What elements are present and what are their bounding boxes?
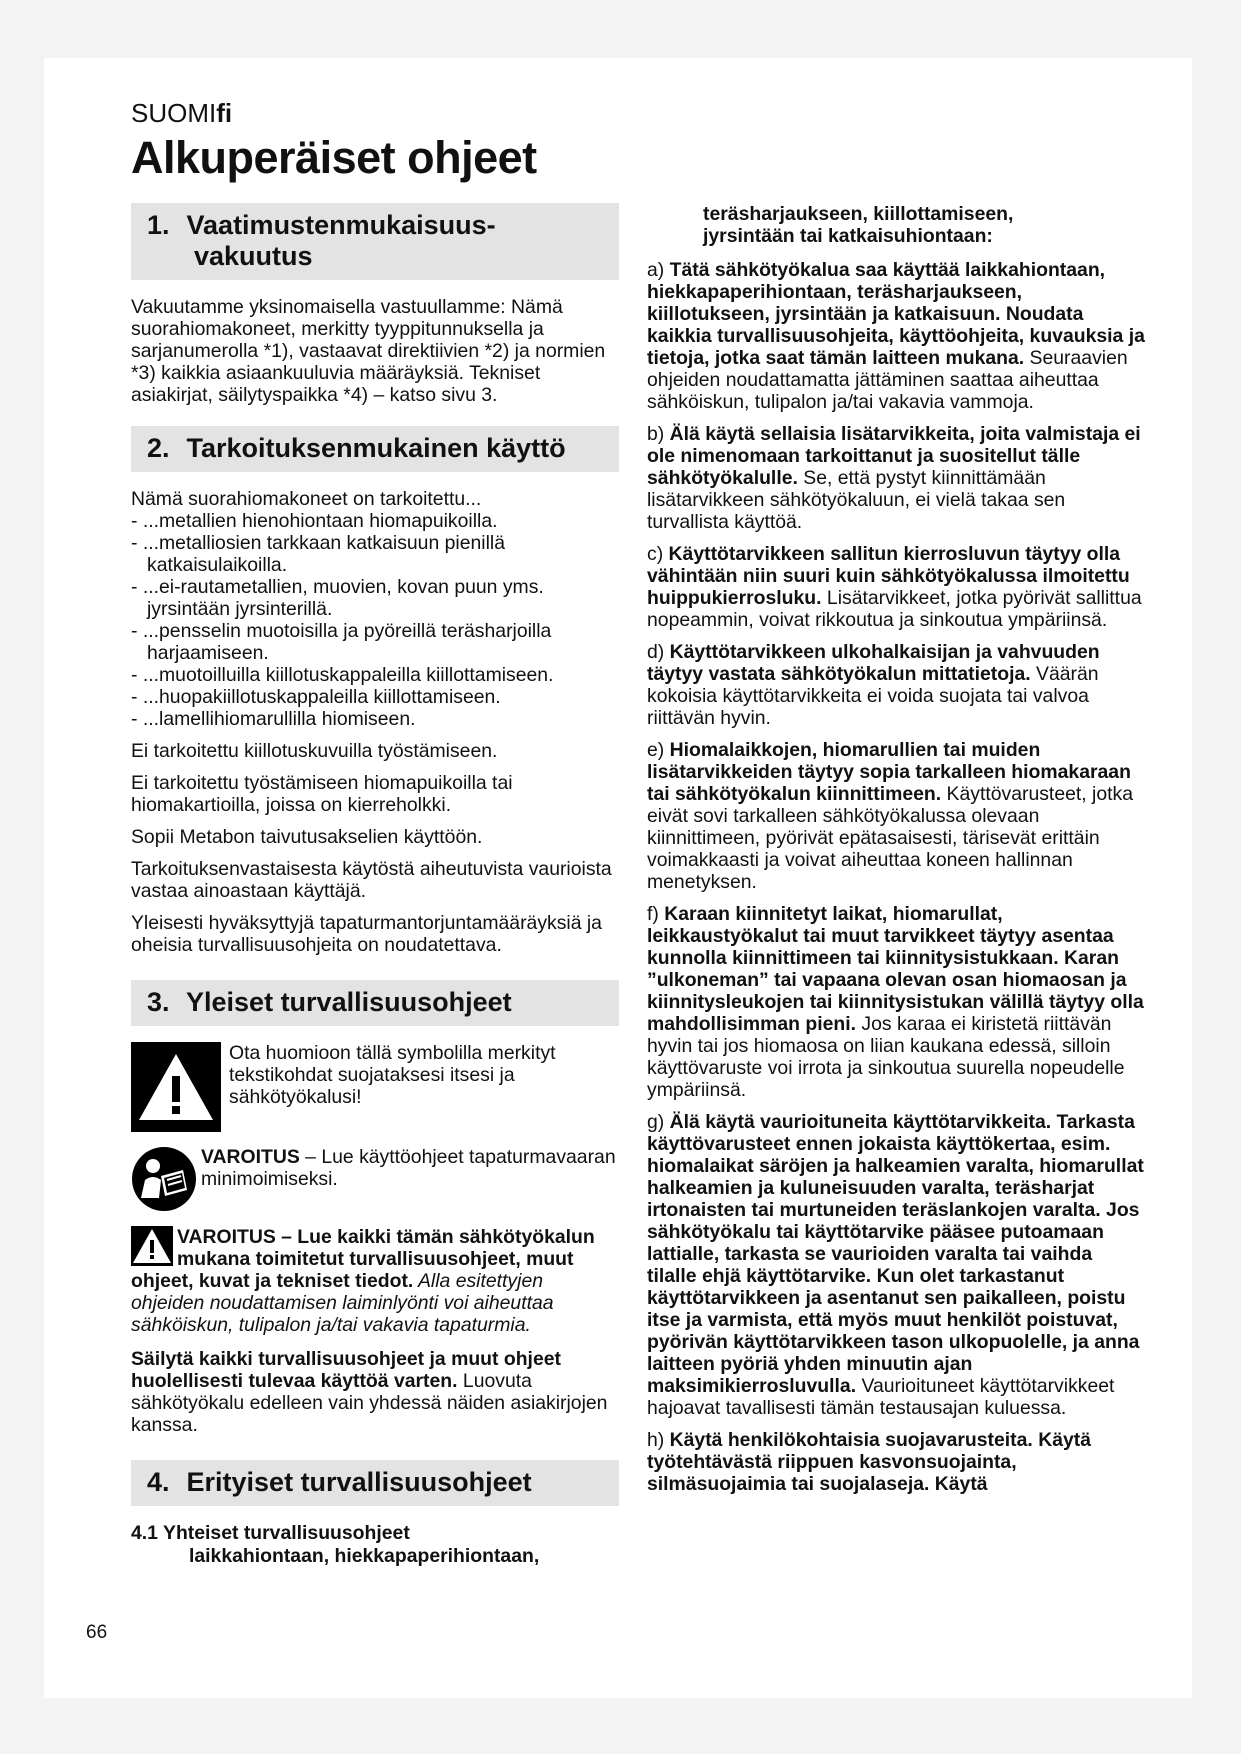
list-item: - ...metallien hienohiontaan hiomapuikoilla.: [131, 510, 498, 532]
rule-f: f) Karaan kiinnitetyt laikat, hiomarullat, leikkaustyökalut tai muut tarvikkeet täytyy asentaa kunnolla kiinnittimeen tai kiinnitysistukkaan. Karan ”ulkoneman” tai vapaana olevan osan hiomaosan ja kiinnitysleukojen tai kiinnitysistukan välillä täytyy olla mahdollisimman pieni. Jos karaa ei kiristetä riittävän hyvin tai jos hiomaosa on liian kaukana edessä, silloin käyttövaruste voi irrota ja sinkoutua suurella nopeudelle ympäriinsä.: [647, 903, 1144, 1101]
section-2-intro: Nämä suorahiomakoneet on tarkoitettu...: [131, 488, 482, 510]
left-column: [131, 203, 619, 1578]
subsection-4-1-heading-cont: teräsharjaukseen, kiillottamiseen, jyrsintään tai katkaisuhiontaan:: [703, 203, 1014, 247]
warning-triangle-icon: [131, 1226, 173, 1266]
rule-g: g) Älä käytä vaurioituneita käyttötarvikkeita. Tarkasta käyttövarusteet ennen jokaista käyttökertaa, esim. hiomalaikat säröjen ja halkeamien varalta, hiomarullat halkeamien ja kuluneisuuden varalta, teräsharjat irtonaisten tai murtuneiden teräslankojen varalta. Jos sähkötyökalu tai käyttötarvike pääsee putoamaan lattialle, tarkasta se vaurioiden varalta tai vaihda tilalle ehjä käyttötarvike. Kun olet tarkastanut käyttötarvikkeen ja asentanut sen paikalleen, poistu itse ja varmista, että myös muut henkilöt poistuvat, pyörivän käyttötarvikkeen tason ulkopuolelle, ja anna laitteen pyöriä yhden minuutin ajan maksimikierrosluvulla. Vaurioituneet käyttötarvikkeet hajoavat tavallisesti tämän testausajan kuluessa.: [647, 1111, 1144, 1419]
usage-list: [131, 510, 619, 730]
section-4-heading: 4. Erityiset turvallisuusohjeet: [131, 1460, 619, 1506]
section-1-heading: 1. Vaatimustenmukaisuus- vakuutus: [131, 203, 619, 280]
paragraph: Sopii Metabon taivutusakselien käyttöön.: [131, 826, 483, 848]
section-1-text: Vakuutamme yksinomaisella vastuullamme: Nämä suorahiomakoneet, merkitty tyyppitunnuksella ja sarjanumerolla *1), vastaavat direktiivien *2) ja normien *3) kaikkia asiaankuuluvia määräyksiä. Tekniset asiakirjat, säilytyspaikka *4) – katso sivu 3.: [131, 296, 606, 406]
section-3-heading: 3. Yleiset turvallisuusohjeet: [131, 980, 619, 1026]
rule-b: b) Älä käytä sellaisia lisätarvikkeita, joita valmistaja ei ole nimenomaan tarkoittanut ja suositellut tälle sähkötyökalulle. Se, että pystyt kiinnittämään lisätarvikkeen sähkötyökaluun, ei vielä takaa sen turvallista käyttöä.: [647, 423, 1141, 533]
paragraph: Tarkoituksenvastaisesta käytöstä aiheutuvista vaurioista vastaa ainoastaan käyttäjä.: [131, 858, 612, 902]
page-number: 66: [86, 1622, 108, 1643]
right-column: [647, 203, 1147, 1505]
read-manual-icon: [131, 1146, 197, 1212]
rule-d: d) Käyttötarvikkeen ulkohalkaisijan ja vahvuuden täytyy vastata sähkötyökalun mittatietoja. Väärän kokoisia käyttötarvikkeita ei voida suojata tai valvoa riittävän hyvin.: [647, 641, 1100, 729]
list-item: - ...pensselin muotoisilla ja pyöreillä teräsharjoilla harjaamiseen.: [131, 620, 552, 664]
paragraph: Ei tarkoitettu kiillotuskuvuilla työstämiseen.: [131, 740, 498, 762]
rule-h: h) Käytä henkilökohtaisia suojavarusteita. Käytä työtehtävästä riippuen kasvonsuojainta, silmäsuojaimia tai suojalaseja. Käytä: [647, 1429, 1092, 1495]
symbol-note: [131, 1042, 619, 1132]
symbol-note-text: Ota huomioon tällä symbolilla merkityt tekstikohdat suojataksesi itsesi ja sähkötyökalusi!: [229, 1042, 556, 1108]
keep-instructions: Säilytä kaikki turvallisuusohjeet ja muut ohjeet huolellisesti tulevaa käyttöä varten. Luovuta sähkötyökalu edelleen vain yhdessä näiden asiakirjojen kanssa.: [131, 1348, 608, 1436]
general-warning: VAROITUS – Lue kaikki tämän sähkötyökalun mukana toimitetut turvallisuusohjeet, muut ohjeet, kuvat ja tekniset tiedot. Alla esitettyjen ohjeiden noudattamisen laiminlyönti voi aiheuttaa sähköiskun, tulipalon ja/tai vakavia tapaturmia.: [131, 1226, 595, 1336]
section-2-heading: 2. Tarkoituksenmukainen käyttö: [131, 426, 619, 472]
read-manual-text: VAROITUS – Lue käyttöohjeet tapaturmavaaran minimoimiseksi.: [201, 1146, 616, 1190]
read-manual-note: [131, 1146, 619, 1212]
warning-triangle-icon: [131, 1042, 221, 1132]
language-label: SUOMIfi: [131, 98, 233, 128]
paragraph: Yleisesti hyväksyttyjä tapaturmantorjuntamääräyksiä ja oheisia turvallisuusohjeita on noudatettava.: [131, 912, 602, 956]
list-item: - ...metalliosien tarkkaan katkaisuun pienillä katkaisulaikoilla.: [131, 532, 505, 576]
list-item: - ...lamellihiomarullilla hiomiseen.: [131, 708, 416, 730]
rule-c: c) Käyttötarvikkeen sallitun kierrosluvun täytyy olla vähintään niin suuri kuin sähkötyökalussa ilmoitettu huippukierrosluku. Lisätarvikkeet, jotka pyörivät sallittua nopeammin, voivat rikkoutua ja sinkoutua ympäriinsä.: [647, 543, 1142, 631]
list-item: - ...ei-rautametallien, muovien, kovan puun yms. jyrsintään jyrsinterillä.: [131, 576, 544, 620]
list-item: - ...huopakiillotuskappaleilla kiillottamiseen.: [131, 686, 501, 708]
rule-e: e) Hiomalaikkojen, hiomarullien tai muiden lisätarvikkeiden täytyy sopia tarkalleen hiomakaraan tai sähkötyökalun kiinnittimeen. Käyttövarusteet, jotka eivät sovi tarkalleen sähkötyökalussa olevaan kiinnittimeen, pyörivät epätasaisesti, tärisevät erittäin voimakkaasti ja voivat aiheuttaa koneen hallinnan menetyksen.: [647, 739, 1134, 893]
rule-a: a) Tätä sähkötyökalua saa käyttää laikkahiontaan, hiekkapaperihiontaan, teräsharjaukseen, kiillotukseen, jyrsintään ja katkaisuun. Noudata kaikkia turvallisuusohjeita, käyttöohjeita, kuvauksia ja tietoja, jotka saat tämän laitteen mukana. Seuraavien ohjeiden noudattamatta jättäminen saattaa aiheuttaa sähköiskun, tulipalon ja/tai vakavia vammoja.: [647, 259, 1145, 413]
subsection-4-1-heading: 4.1 Yhteiset turvallisuusohjeet laikkahiontaan, hiekkapaperihiontaan,: [131, 1522, 540, 1567]
list-item: - ...muotoilluilla kiillotuskappaleilla kiillottamiseen.: [131, 664, 554, 686]
paragraph: Ei tarkoitettu työstämiseen hiomapuikoilla tai hiomakartioilla, joissa on kierreholkki.: [131, 772, 513, 816]
page-title: Alkuperäiset ohjeet: [131, 132, 537, 183]
